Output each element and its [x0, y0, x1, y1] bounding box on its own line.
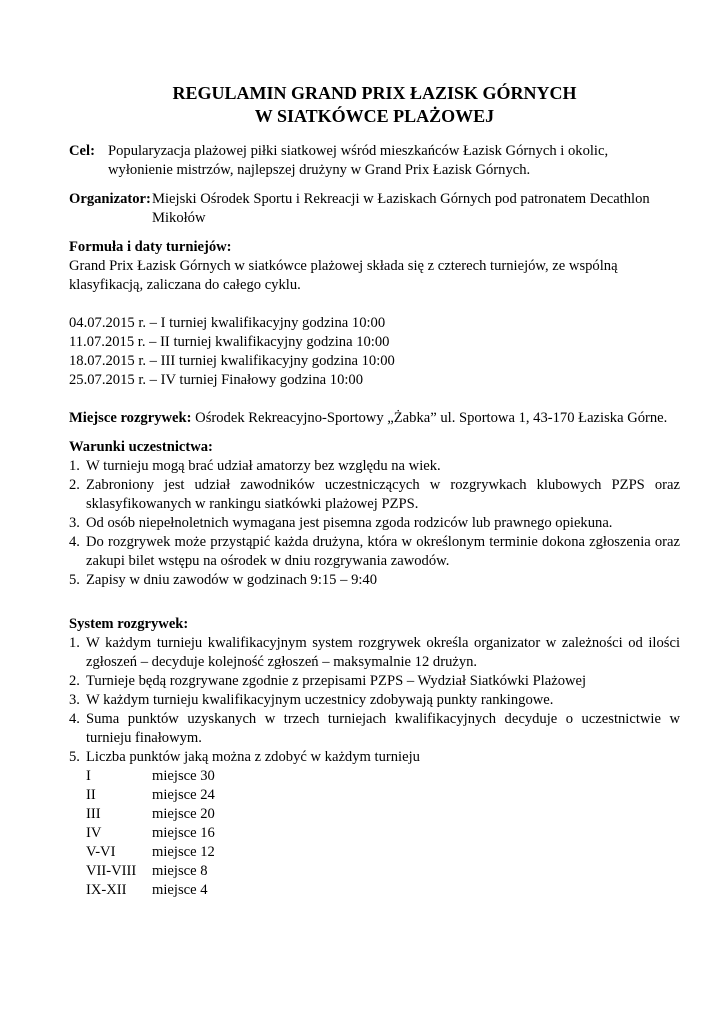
place-label: VII-VIII [86, 863, 137, 879]
points-row [86, 843, 680, 862]
title-line-2: W SIATKÓWCE PLAŻOWEJ [254, 106, 495, 126]
item-text: Zapisy w dniu zawodów w godzinach 9:15 – 9:40 [86, 572, 378, 588]
item-text: Od osób niepełnoletnich wymagana jest pisemna zgoda rodziców lub prawnego opiekuna. [86, 515, 613, 531]
organizator-label: Organizator: [69, 191, 151, 207]
points-value: miejsce 24 [152, 787, 215, 803]
place-label: I [86, 768, 91, 784]
points-table [86, 767, 680, 900]
date-line: 04.07.2015 r. – I turniej kwalifikacyjny godzina 10:00 [69, 315, 386, 331]
organizator-text: Miejski Ośrodek Sportu i Rekreacji w Łaziskach Górnych pod patronatem Decathlon Mikołów [152, 191, 650, 226]
item-number: 1. [69, 458, 80, 474]
item-text: Zabroniony jest udział zawodników uczestniczących w rozgrywkach klubowych PZPS oraz sklasyfikowanych w rankingu siatkówki plażowej PZPS. [86, 477, 680, 512]
cel-line-2: wyłonienie mistrzów, najlepszej drużyny w Grand Prix Łazisk Górnych. [108, 162, 531, 178]
miejsce-label: Miejsce rozgrywek: [69, 410, 192, 426]
item-text: Liczba punktów jaką można z zdobyć w każdym turnieju [86, 749, 420, 765]
formula-section [69, 238, 680, 390]
item-text: Do rozgrywek może przystąpić każda drużyna, która w określonym terminie dokona zgłoszenia oraz zakupi bilet wstępu na ośrodek w dniu rozgrywania zawodów. [86, 534, 680, 569]
points-row [86, 824, 680, 843]
date-line: 11.07.2015 r. – II turniej kwalifikacyjny godzina 10:00 [69, 334, 390, 350]
points-value: miejsce 4 [152, 882, 208, 898]
miejsce-text: Ośrodek Rekreacyjno-Sportowy „Żabka” ul. Sportowa 1, 43-170 Łaziska Górne. [195, 410, 668, 426]
place-label: IV [86, 825, 102, 841]
place-label: V-VI [86, 844, 116, 860]
miejsce-section [69, 409, 680, 428]
points-row [86, 767, 680, 786]
item-number: 3. [69, 515, 80, 531]
item-number: 5. [69, 572, 80, 588]
warunki-section [69, 438, 680, 590]
list-item [69, 634, 680, 672]
points-value: miejsce 20 [152, 806, 215, 822]
list-item [69, 672, 680, 691]
date-line: 18.07.2015 r. – III turniej kwalifikacyjny godzina 10:00 [69, 353, 395, 369]
points-row [86, 805, 680, 824]
organizator-section [69, 190, 680, 228]
title-line-1: REGULAMIN GRAND PRIX ŁAZISK GÓRNYCH [172, 83, 577, 103]
item-text: W każdym turnieju kwalifikacyjnym uczestnicy zdobywają punkty rankingowe. [86, 692, 554, 708]
warunki-heading: Warunki uczestnictwa: [69, 439, 213, 455]
list-item [69, 571, 680, 590]
list-item [69, 710, 680, 748]
list-item [69, 533, 680, 571]
points-value: miejsce 30 [152, 768, 215, 784]
tournament-dates [69, 314, 680, 390]
item-number: 2. [69, 673, 80, 689]
place-label: III [86, 806, 101, 822]
cel-label: Cel: [69, 143, 95, 159]
page-title [69, 82, 680, 128]
item-number: 3. [69, 692, 80, 708]
system-heading: System rozgrywek: [69, 616, 189, 632]
date-line: 25.07.2015 r. – IV turniej Finałowy godzina 10:00 [69, 372, 364, 388]
list-item [69, 748, 680, 767]
place-label: IX-XII [86, 882, 127, 898]
system-section [69, 615, 680, 900]
item-text: Turnieje będą rozgrywane zgodnie z przepisami PZPS – Wydział Siatkówki Plażowej [86, 673, 587, 689]
formula-text: Grand Prix Łazisk Górnych w siatkówce plażowej składa się z czterech turniejów, ze wspólną klasyfikacją, zaliczana do całego cyklu. [69, 258, 618, 293]
list-item [69, 476, 680, 514]
warunki-list [69, 457, 680, 590]
item-text: W turnieju mogą brać udział amatorzy bez względu na wiek. [86, 458, 441, 474]
item-number: 2. [69, 477, 80, 493]
cel-line-1: Popularyzacja plażowej piłki siatkowej wśród mieszkańców Łazisk Górnych i okolic, [108, 143, 609, 159]
item-number: 4. [69, 534, 80, 550]
list-item [69, 457, 680, 476]
system-list [69, 634, 680, 767]
place-label: II [86, 787, 96, 803]
item-number: 5. [69, 749, 80, 765]
points-row [86, 786, 680, 805]
points-value: miejsce 8 [152, 863, 208, 879]
item-text: Suma punktów uzyskanych w trzech turniejach kwalifikacyjnych decyduje o uczestnictwie w turnieju finałowym. [86, 711, 680, 746]
cel-text [102, 142, 608, 180]
points-row [86, 862, 680, 881]
formula-heading: Formuła i daty turniejów: [69, 239, 232, 255]
item-number: 4. [69, 711, 80, 727]
list-item [69, 514, 680, 533]
item-text: W każdym turnieju kwalifikacyjnym system rozgrywek określa organizator w zależności od ilości zgłoszeń – decyduje kolejność zgłoszeń – maksymalnie 12 drużyn. [86, 635, 680, 670]
points-value: miejsce 16 [152, 825, 215, 841]
cel-section [69, 142, 680, 180]
item-number: 1. [69, 635, 80, 651]
list-item [69, 691, 680, 710]
points-value: miejsce 12 [152, 844, 215, 860]
points-row [86, 881, 680, 900]
